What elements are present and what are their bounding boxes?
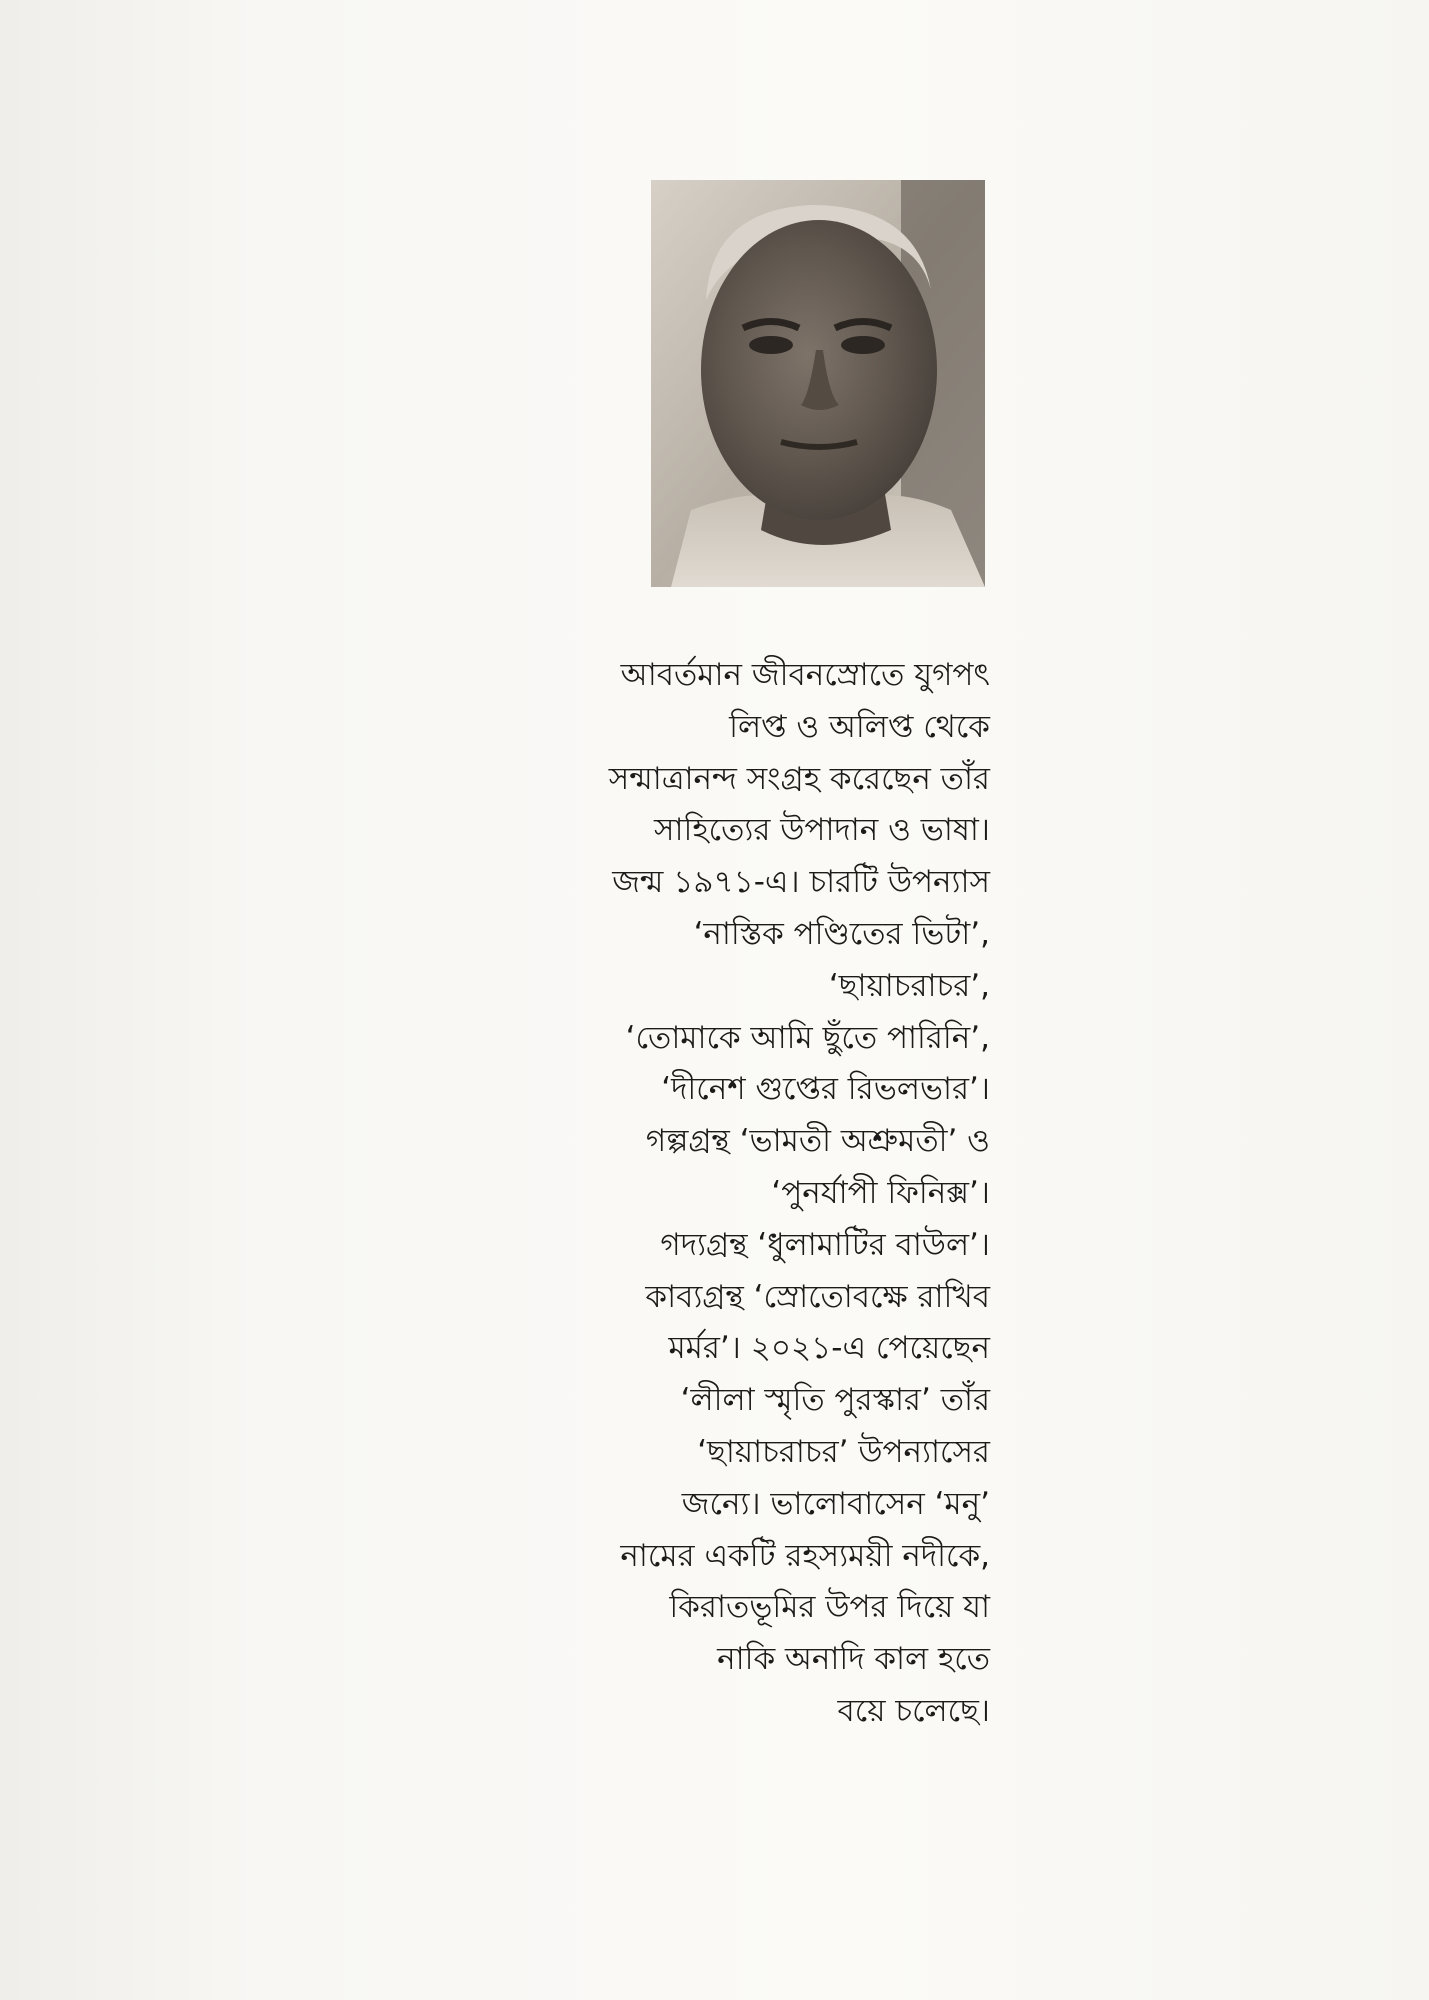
bio-line: কাব্যগ্রন্থ ‘স্রোতোবক্ষে রাখিব — [645, 1278, 990, 1315]
bio-line: ‘নাস্তিক পণ্ডিতের ভিটা’, — [693, 915, 990, 952]
bio-line: নামের একটি রহস্যময়ী নদীকে, — [620, 1537, 990, 1574]
bio-line: জন্যে। ভালোবাসেন ‘মনু’ — [681, 1485, 990, 1522]
author-photo — [651, 180, 985, 587]
bio-line: সাহিত্যের উপাদান ও ভাষা। — [654, 812, 990, 849]
bio-line: লিপ্ত ও অলিপ্ত থেকে — [729, 708, 990, 745]
bio-line: নাকি অনাদি কাল হতে — [717, 1641, 990, 1678]
bio-line: ‘ছায়াচরাচর’, — [828, 967, 990, 1004]
bio-line: গল্পগ্রন্থ ‘ভামতী অশ্রুমতী’ ও — [645, 1123, 990, 1160]
bio-line: জন্ম ১৯৭১-এ। চারটি উপন্যাস — [612, 864, 990, 901]
bio-line: কিরাতভূমির উপর দিয়ে যা — [669, 1589, 990, 1626]
bio-line: গদ্যগ্রন্থ ‘ধুলামাটির বাউল’। — [660, 1226, 990, 1263]
portrait-image — [651, 180, 985, 587]
bio-line: আবর্তমান জীবনস্রোতে যুগপৎ — [620, 657, 990, 693]
bio-line: ‘তোমাকে আমি ছুঁতে পারিনি’, — [625, 1019, 990, 1056]
bio-line: ‘লীলা স্মৃতি পুরস্কার’ তাঁর — [680, 1382, 990, 1419]
author-bio — [520, 650, 990, 1750]
bio-line: মর্মর’। ২০২১-এ পেয়েছেন — [668, 1330, 990, 1367]
bio-line: ‘দীনেশ গুপ্তের রিভলভার’। — [661, 1071, 990, 1108]
bio-line: ‘পুনর্যাপী ফিনিক্স’। — [771, 1174, 990, 1211]
bio-line: ‘ছায়াচরাচর’ উপন্যাসের — [697, 1433, 990, 1470]
bio-line: বয়ে চলেছে। — [837, 1692, 990, 1729]
bio-line: সন্মাত্রানন্দ সংগ্রহ করেছেন তাঁর — [608, 760, 990, 797]
